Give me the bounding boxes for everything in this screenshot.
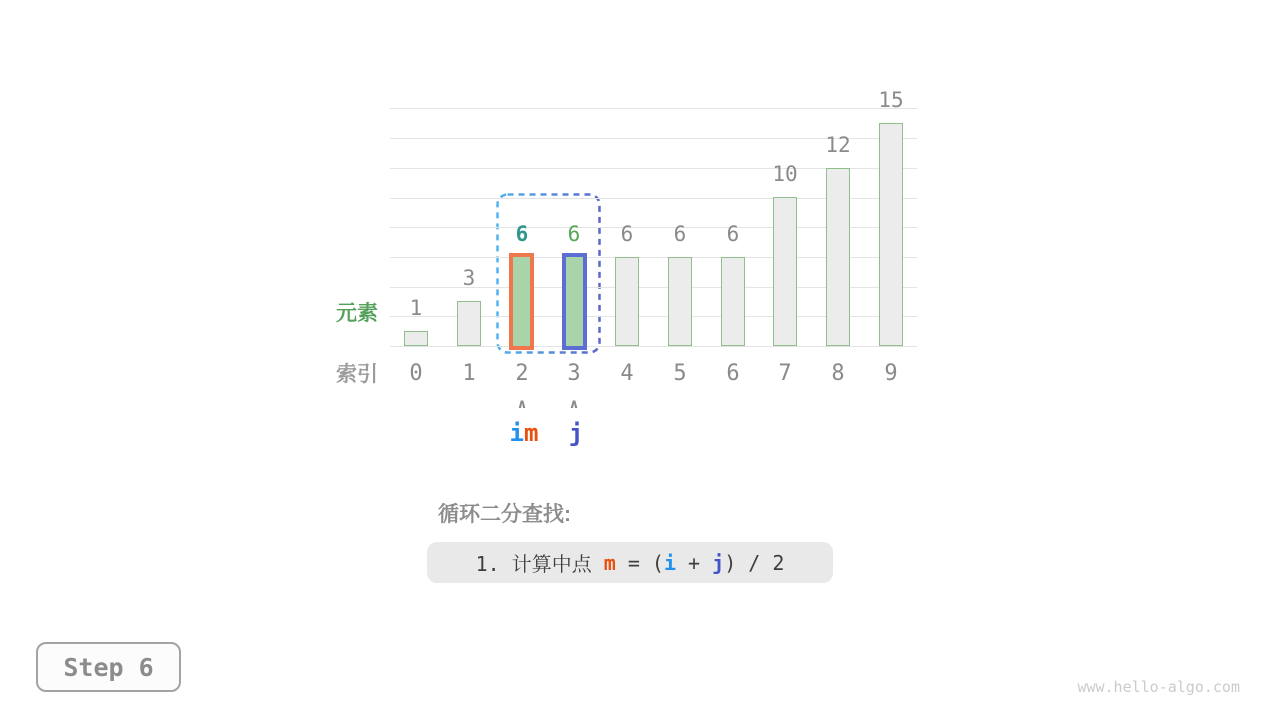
bar-value-label: 10 [772,162,798,186]
index-label: 6 [726,361,740,386]
index-label: 1 [462,361,476,386]
formula-token: 1. 计算中点 [475,552,604,576]
index-label: 5 [673,361,687,386]
bar-value-label: 3 [462,266,476,290]
bar-0 [404,331,428,346]
pointer-j: j [568,419,584,447]
x-axis-label-index: 索引 [336,363,378,386]
pointer-label [536,421,616,445]
formula-token: i [663,550,677,575]
pointer-i: i [509,419,524,447]
bar-6 [721,257,745,346]
bar-value-label: 6 [515,222,529,246]
bar-7 [773,197,797,346]
formula-token: + [676,550,713,575]
bar-value-label: 1 [409,296,423,320]
y-axis-label-elements: 元素 [336,302,378,325]
index-label: 9 [884,361,898,386]
bar-value-label: 6 [673,222,687,246]
bar-value-label: 12 [825,133,851,157]
watermark: www.hello-algo.com [1077,678,1240,696]
bar-highlight-3 [562,253,587,350]
bar-1 [457,301,481,346]
bar-value-label: 6 [726,222,740,246]
index-label: 0 [409,361,423,386]
index-label: 8 [831,361,845,386]
index-label: 2 [515,361,529,386]
step-badge: Step 6 [36,642,181,692]
index-label: 7 [778,361,792,386]
bar-8 [826,168,850,346]
bar-9 [879,123,903,346]
formula-box [427,542,833,583]
bar-value-label: 6 [620,222,634,246]
gridline [390,108,917,109]
pointer-caret-icon: ∧ [516,397,528,412]
bar-4 [615,257,639,346]
bar-5 [668,257,692,346]
bar-value-label: 6 [567,222,581,246]
index-label: 4 [620,361,634,386]
formula-token: j [712,550,725,575]
caption-title: 循环二分查找: [438,503,571,526]
formula-token: = ( [615,550,664,575]
bar-value-label: 15 [878,88,904,112]
formula-token: ) / 2 [724,550,785,575]
bar-highlight-2 [509,253,534,350]
formula-token: m [603,550,616,575]
pointer-caret-icon: ∧ [568,397,580,412]
index-label: 3 [567,361,581,386]
pointer-m: m [524,419,539,447]
gridline [390,346,917,347]
